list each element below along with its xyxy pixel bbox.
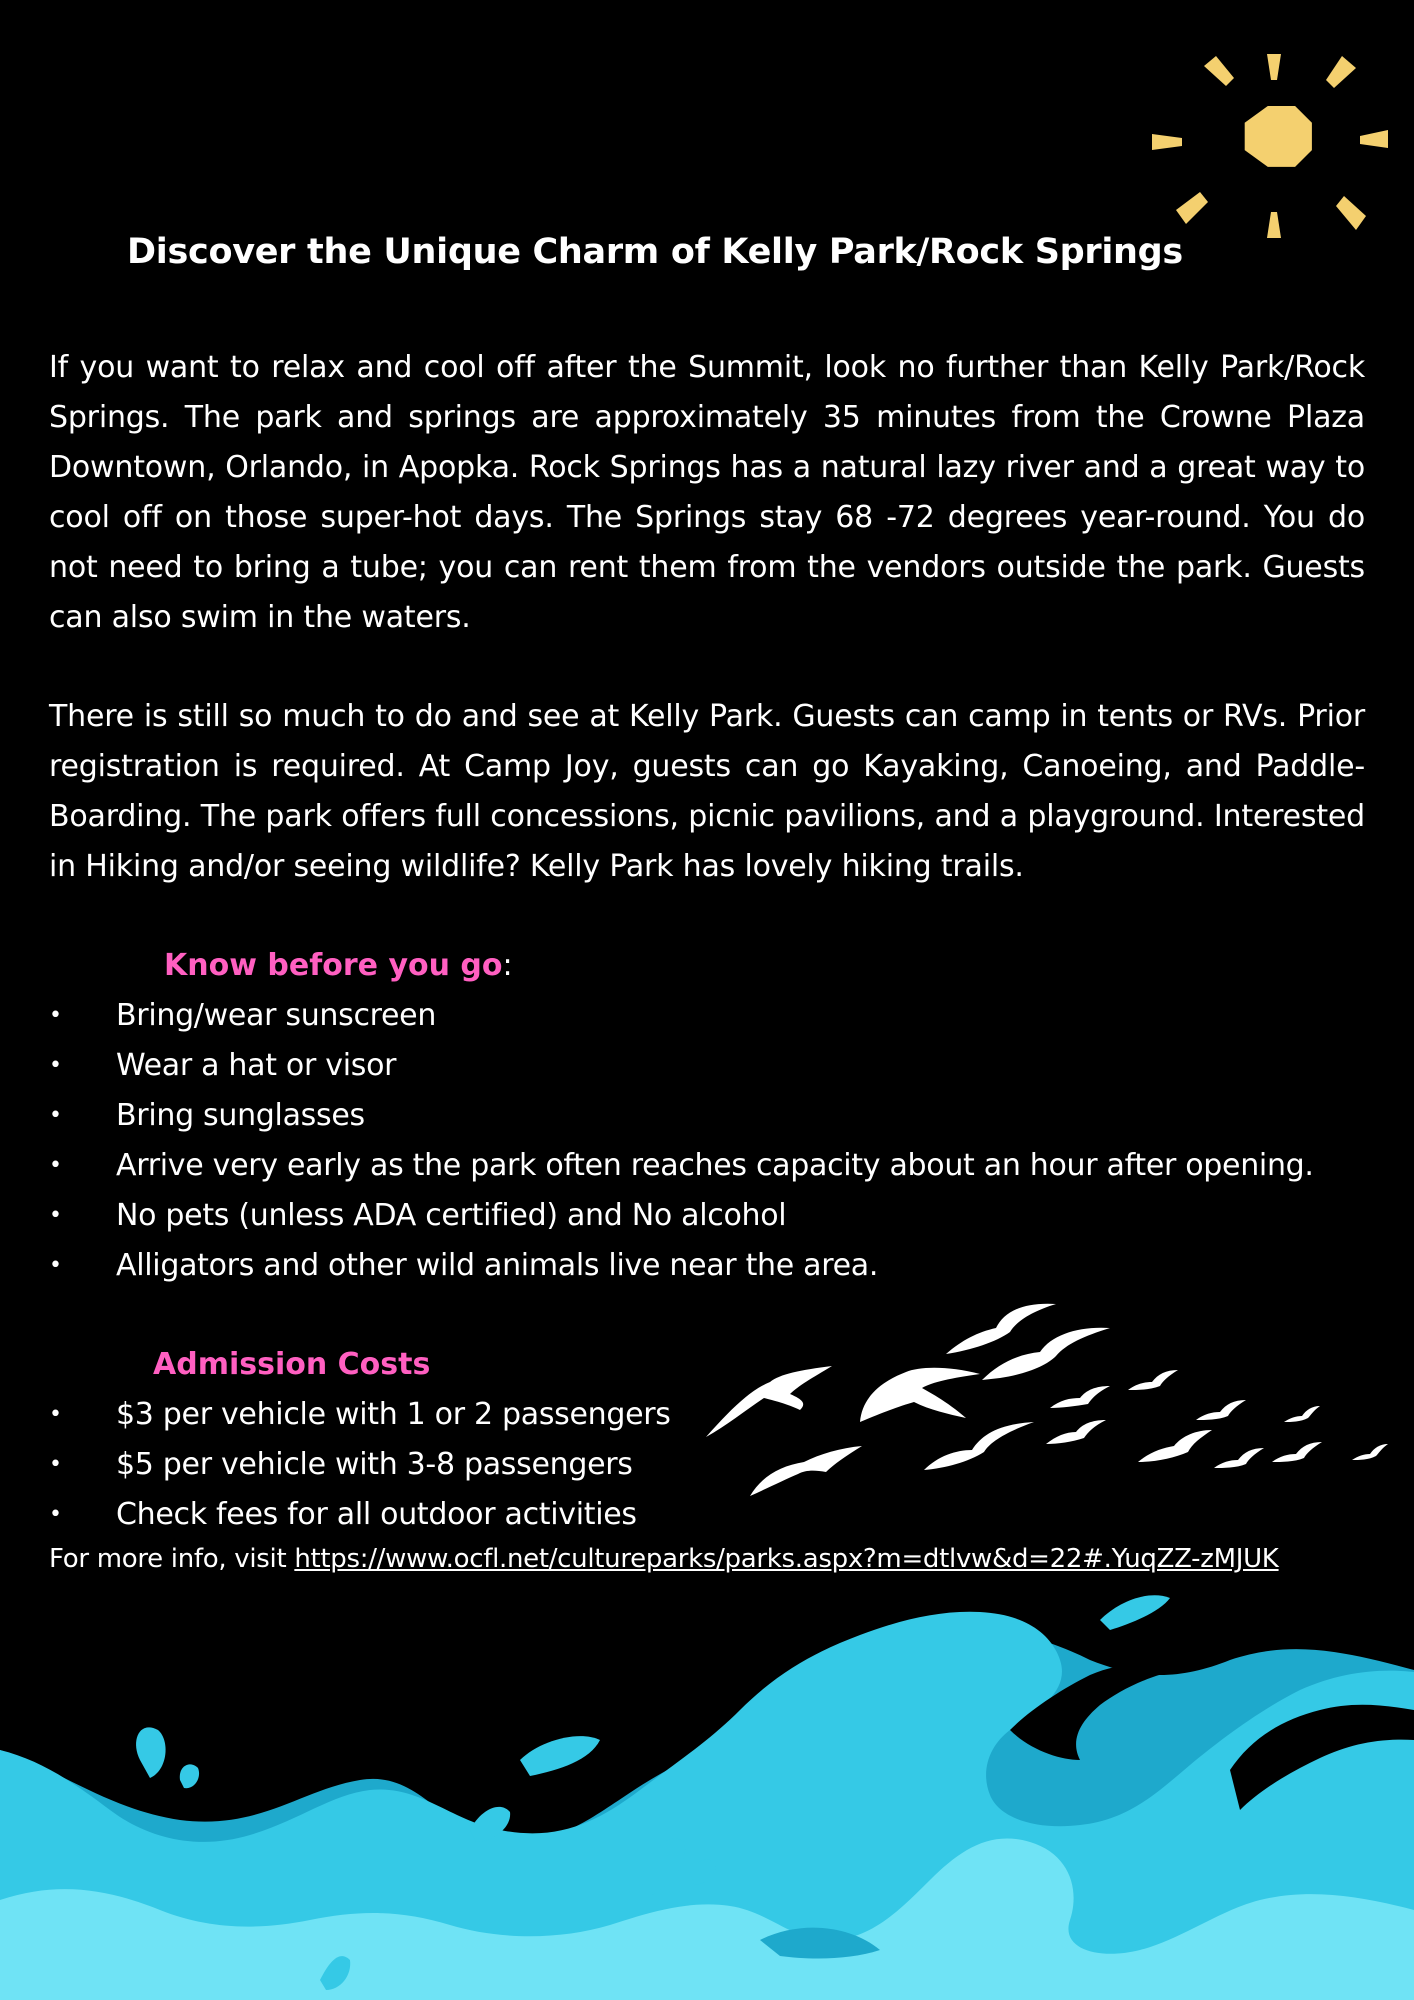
list-item [49, 1091, 1314, 1141]
know-before-heading [164, 941, 513, 991]
know-before-label: Know before you go [164, 948, 503, 983]
bullet-icon: • [49, 1452, 62, 1477]
list-item [49, 1191, 1314, 1241]
bird-icon [750, 1446, 862, 1496]
list-item [49, 1490, 671, 1540]
bullet-icon: • [49, 1103, 62, 1128]
list-item-text: Check fees for all outdoor activities [116, 1497, 637, 1532]
bird-icon [924, 1422, 1034, 1470]
bullet-icon: • [49, 1053, 62, 1078]
bullet-icon: • [49, 1253, 62, 1278]
bird-icon [1272, 1442, 1322, 1462]
list-item-text: Arrive very early as the park often reaches capacity about an hour after opening. [116, 1148, 1314, 1183]
bird-icon [1138, 1430, 1212, 1462]
admission-heading [153, 1340, 430, 1390]
bird-icon [946, 1304, 1056, 1354]
bullet-icon: • [49, 1003, 62, 1028]
list-item [49, 1041, 1314, 1091]
know-before-list [49, 991, 1314, 1291]
bullet-icon: • [49, 1153, 62, 1178]
list-item-text: Bring sunglasses [116, 1098, 365, 1133]
list-item-text: Alligators and other wild animals live near the area. [116, 1248, 879, 1283]
bird-icon [1196, 1400, 1246, 1420]
list-item-text: Wear a hat or visor [116, 1048, 397, 1083]
list-item-text: No pets (unless ADA certified) and No alcohol [116, 1198, 787, 1233]
bird-icon [1128, 1370, 1178, 1390]
birds-illustration [700, 1270, 1390, 1500]
bird-icon [1046, 1420, 1106, 1444]
list-item [49, 1440, 671, 1490]
intro-paragraph: If you want to relax and cool off after the Summit, look no further than Kelly Park/Rock Springs. The park and springs are approximately 35 minutes from the Crowne Plaza Downtown, Orlando, in Apopka. Rock Springs has a natural lazy river and a great way to cool off on those super-hot days. The Springs stay 68 -72 degrees year-round. You do not need to bring a tube; you can rent them from the vendors outside the park. Guests can also swim in the waters. [49, 350, 1365, 635]
list-item-text: Bring/wear sunscreen [116, 998, 437, 1033]
list-item-text: $3 per vehicle with 1 or 2 passengers [116, 1397, 671, 1432]
bird-icon [1214, 1448, 1264, 1468]
bird-icon [1352, 1444, 1388, 1460]
bird-icon [1284, 1406, 1320, 1422]
admission-list [49, 1390, 671, 1540]
list-item [49, 1390, 671, 1440]
page-title: Discover the Unique Charm of Kelly Park/Rock Springs [127, 232, 1183, 272]
activities-paragraph: There is still so much to do and see at Kelly Park. Guests can camp in tents or RVs. Prior registration is required. At Camp Joy, guests can go Kayaking, Canoeing, and Paddle-Boarding. The park offers full concessions, picnic pavilions, and a playground. Interested in Hiking and/or seeing wildlife? Kelly Park has lovely hiking trails. [49, 699, 1365, 884]
waves-illustration [0, 1580, 1414, 2000]
list-item [49, 991, 1314, 1041]
park-info-link[interactable]: https://www.ocfl.net/cultureparks/parks.aspx?m=dtlvw&d=22#.YuqZZ-zMJUK [294, 1544, 1279, 1574]
list-item [49, 1141, 1314, 1191]
more-info-line [49, 1541, 1279, 1577]
list-item-text: $5 per vehicle with 3-8 passengers [116, 1447, 633, 1482]
admission-label: Admission Costs [153, 1347, 431, 1382]
bird-icon [706, 1366, 832, 1437]
sun-icon [1152, 26, 1392, 266]
bullet-icon: • [49, 1203, 62, 1228]
bullet-icon: • [49, 1502, 62, 1527]
bird-icon [860, 1368, 980, 1422]
bullet-icon: • [49, 1402, 62, 1427]
know-before-colon: : [502, 948, 513, 983]
more-info-prefix: For more info, visit [49, 1544, 295, 1574]
bird-icon [1050, 1386, 1110, 1408]
